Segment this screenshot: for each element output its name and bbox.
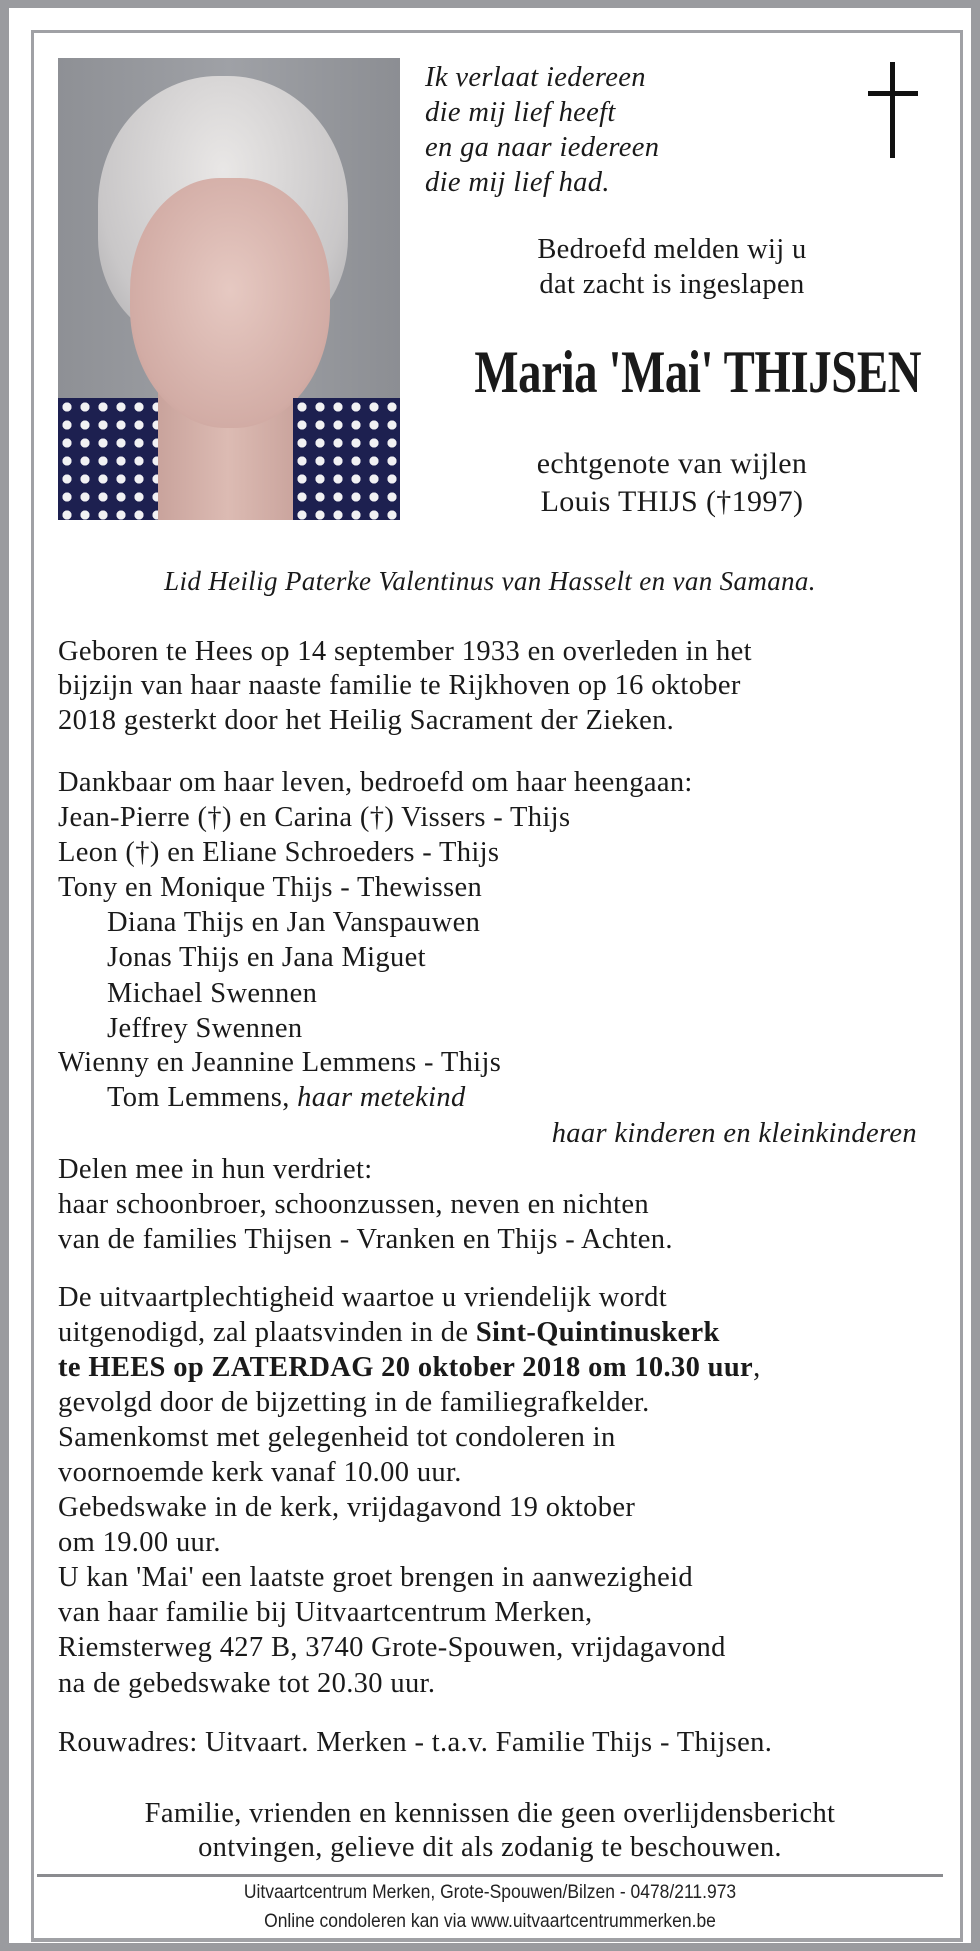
share-line-text: haar schoonbroer, schoonzussen, neven en nichten — [58, 1189, 650, 1220]
share-line — [58, 1187, 649, 1222]
funeral-line — [58, 1455, 462, 1490]
funeral-line-text: na de gebedswake tot 20.30 uur. — [58, 1668, 436, 1699]
portrait-clothing-left — [58, 398, 158, 520]
funeral-line-text: U kan 'Mai' een laatste groet brengen in aanwezigheid — [58, 1562, 693, 1593]
funeral-line — [58, 1280, 667, 1315]
spouse-line — [222, 484, 980, 519]
funeral-line-text: om 19.00 uur. — [58, 1527, 221, 1558]
announce-line — [222, 267, 980, 302]
funeral-line-text: gevolgd door de bijzetting in de familiegrafkelder. — [58, 1387, 650, 1418]
family-member-text: Michael Swennen — [107, 978, 318, 1009]
family-member-text: haar metekind — [297, 1082, 466, 1113]
family-member — [107, 976, 317, 1011]
poem-line — [425, 95, 616, 130]
family-member-text: Tom Lemmens, — [107, 1082, 298, 1113]
footer-divider — [37, 1874, 943, 1877]
footer-condolence-link: Online condoleren kan via www.uitvaartcentrummerken.be — [264, 1911, 716, 1932]
funeral-line — [58, 1315, 720, 1350]
family-member — [107, 905, 480, 940]
poem-line-text: die mij lief heeft — [425, 97, 616, 128]
announce-line-text: Bedroefd melden wij u — [537, 234, 807, 265]
membership-line — [40, 564, 940, 599]
family-member-text: Jonas Thijs en Jana Miguet — [107, 942, 426, 973]
poem-line-text: die mij lief had. — [425, 167, 610, 198]
funeral-line — [58, 1630, 726, 1665]
family-member — [58, 870, 482, 905]
funeral-line — [58, 1490, 635, 1525]
funeral-line-text: Sint-Quintinuskerk — [475, 1317, 720, 1348]
poem-line-text: en ga naar iedereen — [425, 132, 660, 163]
funeral-line-text: te HEES op ZATERDAG 20 oktober 2018 om 10.30 uur — [58, 1352, 754, 1383]
family-member — [107, 940, 426, 975]
funeral-line-text: uitgenodigd, zal plaatsvinden in de — [58, 1317, 476, 1348]
share-line — [58, 1222, 673, 1257]
funeral-line-text: van haar familie bij Uitvaartcentrum Merken, — [58, 1597, 593, 1628]
closing-line-text: ontvingen, gelieve dit als zodanig te beschouwen. — [198, 1832, 782, 1863]
membership-line-text: Lid Heilig Paterke Valentinus van Hasselt en van Samana. — [164, 566, 816, 596]
closing-line — [40, 1830, 940, 1865]
funeral-line — [58, 1666, 435, 1701]
birth-line — [58, 668, 741, 703]
closing-line-text: Familie, vrienden en kennissen die geen overlijdensbericht — [144, 1798, 836, 1829]
birth-line-text: bijzijn van haar naaste familie te Rijkhoven op 16 oktober — [58, 670, 741, 701]
share-line-text: Delen mee in hun verdriet: — [58, 1154, 373, 1185]
funeral-line — [58, 1595, 593, 1630]
spouse-line-text: Louis THIJS (†1997) — [540, 485, 804, 518]
share-line — [58, 1152, 373, 1187]
announce-line — [222, 232, 980, 267]
family-member-text: Leon (†) en Eliane Schroeders - Thijs — [58, 837, 500, 868]
share-line-text: van de families Thijsen - Vranken en Thijs - Achten. — [58, 1224, 673, 1255]
funeral-line-text: De uitvaartplechtigheid waartoe u vriendelijk wordt — [58, 1282, 668, 1313]
deceased-name: Maria 'Mai' THIJSEN — [474, 339, 922, 405]
spouse-line — [222, 446, 980, 481]
family-member-text: Jean-Pierre (†) en Carina (†) Vissers - Thijs — [58, 802, 571, 833]
birth-line-text: Geboren te Hees op 14 september 1933 en overleden in het — [58, 636, 752, 667]
portrait-face — [130, 178, 330, 428]
family-member-text: Jeffrey Swennen — [107, 1013, 303, 1044]
funeral-line-text: Samenkomst met gelegenheid tot condoleren in — [58, 1422, 616, 1453]
family-member — [107, 1080, 466, 1115]
family-intro — [58, 765, 693, 800]
poem-line — [425, 165, 610, 200]
closing-line — [40, 1796, 940, 1831]
birth-line — [58, 703, 674, 738]
poem-line-text: Ik verlaat iedereen — [425, 62, 646, 93]
announce-line-text: dat zacht is ingeslapen — [539, 269, 805, 300]
address-line-text: Rouwadres: Uitvaart. Merken - t.a.v. Familie Thijs - Thijsen. — [58, 1727, 773, 1758]
poem-line — [425, 60, 646, 95]
family-member-text: Wienny en Jeannine Lemmens - Thijs — [58, 1047, 502, 1078]
funeral-line — [58, 1525, 221, 1560]
funeral-line-text: Riemsterweg 427 B, 3740 Grote-Spouwen, vrijdagavond — [58, 1632, 726, 1663]
funeral-line-text: Gebedswake in de kerk, vrijdagavond 19 oktober — [58, 1492, 636, 1523]
spouse-line-text: echtgenote van wijlen — [536, 447, 808, 480]
family-member — [107, 1011, 302, 1046]
family-member — [58, 800, 570, 835]
funeral-line — [58, 1350, 761, 1385]
poem-line — [425, 130, 659, 165]
family-intro-text: Dankbaar om haar leven, bedroefd om haar heengaan: — [58, 767, 693, 798]
footer-funeral-home: Uitvaartcentrum Merken, Grote-Spouwen/Bilzen - 0478/211.973 — [243, 1882, 737, 1903]
family-member-text: Tony en Monique Thijs - Thewissen — [58, 872, 483, 903]
family-member — [58, 1045, 501, 1080]
funeral-line-text: voornoemde kerk vanaf 10.00 uur. — [58, 1457, 462, 1488]
family-member-text: Diana Thijs en Jan Vanspauwen — [107, 907, 481, 938]
family-signature — [17, 1116, 917, 1151]
birth-line — [58, 634, 752, 669]
address-line — [58, 1725, 772, 1760]
funeral-line — [58, 1385, 650, 1420]
family-member — [58, 835, 499, 870]
funeral-line — [58, 1420, 616, 1455]
funeral-line-text: , — [753, 1352, 761, 1383]
birth-line-text: 2018 gesterkt door het Heilig Sacrament der Zieken. — [58, 705, 675, 736]
family-signature-text: haar kinderen en kleinkinderen — [551, 1118, 917, 1149]
funeral-line — [58, 1560, 693, 1595]
